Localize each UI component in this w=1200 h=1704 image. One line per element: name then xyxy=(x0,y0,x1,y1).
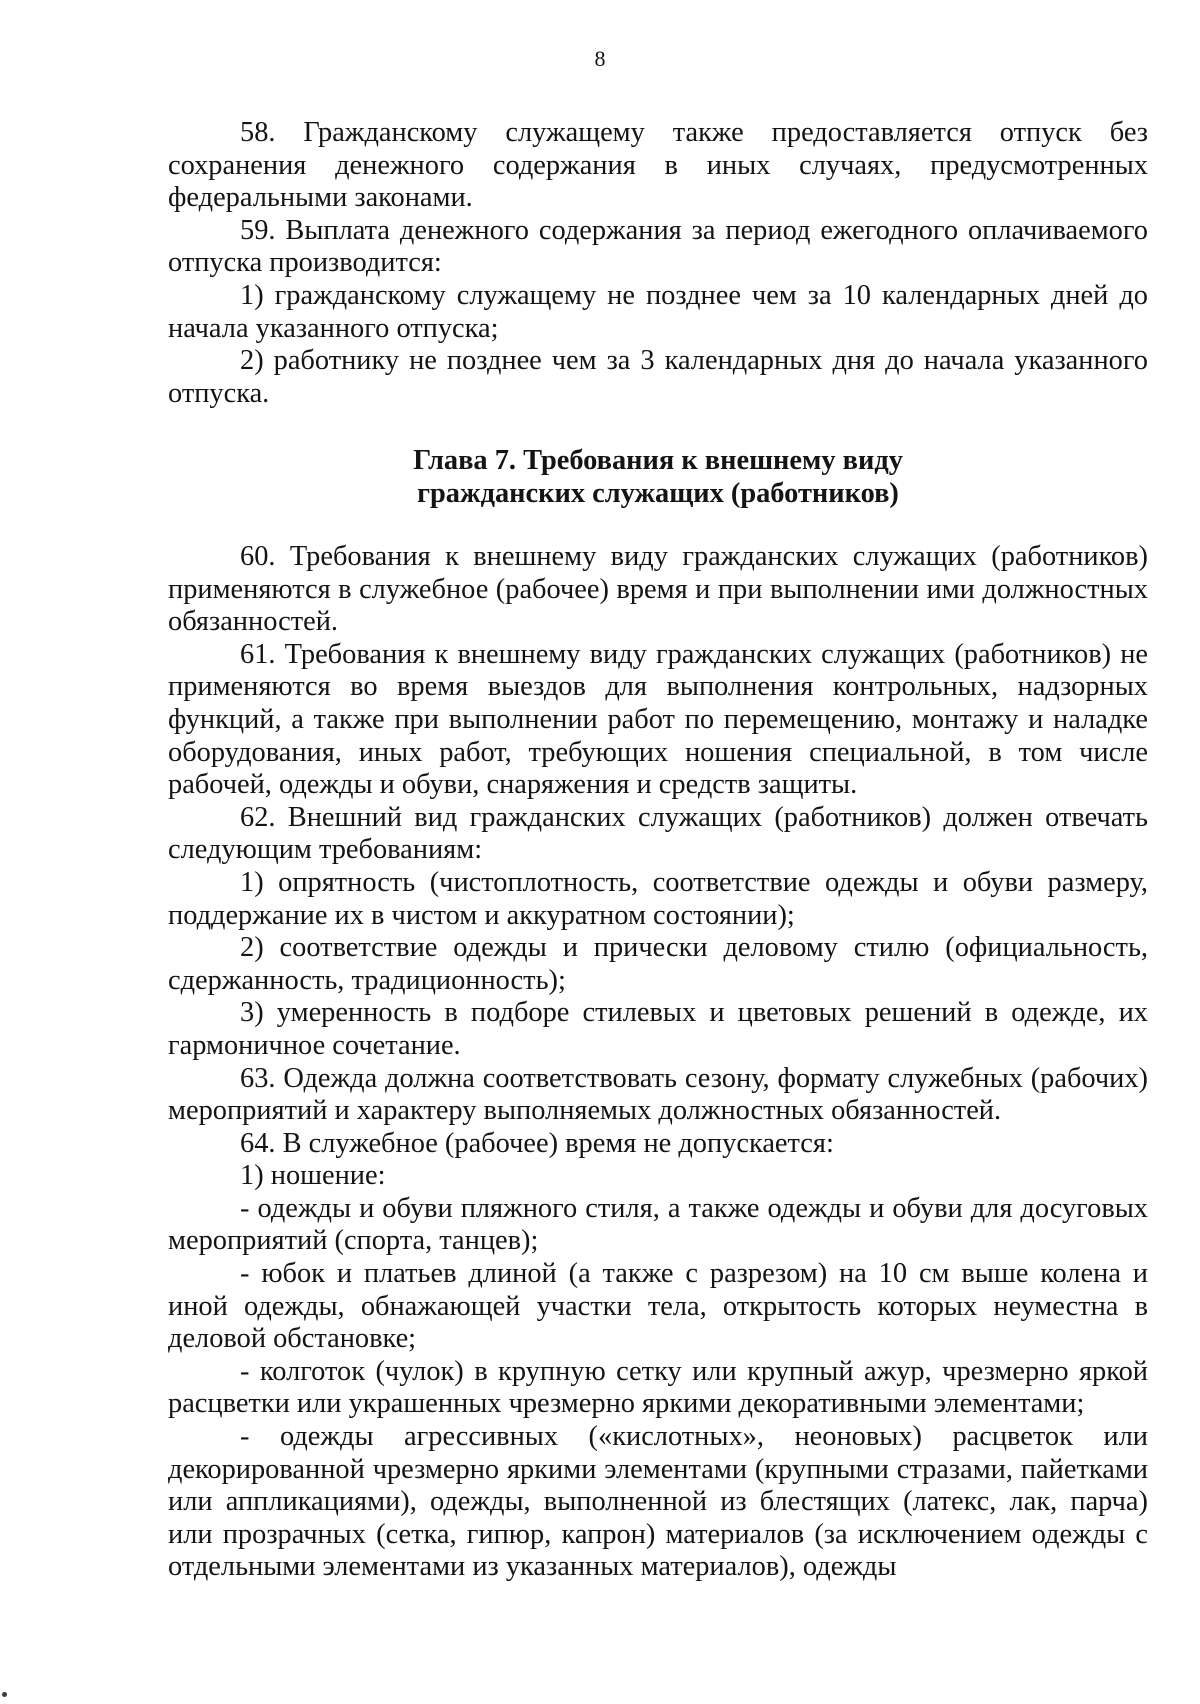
paragraph-62-item-1: 1) опрятность (чистоплотность, соответствие одежды и обуви размеру, поддержание их в чистом и аккуратном состоянии); xyxy=(168,866,1148,931)
paragraph-64: 64. В служебное (рабочее) время не допускается: xyxy=(240,1127,834,1159)
paragraph-64-item-1: 1) ношение: xyxy=(240,1160,386,1192)
list-item-beach-wear: - одежды и обуви пляжного стиля, а также одежды и обуви для досуговых мероприятий (спорта, танцев); xyxy=(168,1192,1148,1257)
paragraph-61: 61. Требования к внешнему виду гражданских служащих (работников) не применяются во время выездов для выполнения контрольных, надзорных функций, а также при выполнении работ по перемещению, монтажу и наладке оборудования, иных работ, требующих ношения специальной, в том числе рабочей, одежды и обуви, снаряжения и средств защиты. xyxy=(168,638,1148,801)
chapter-title-line-1: Глава 7. Требования к внешнему виду xyxy=(413,445,903,476)
paragraph-58: 58. Гражданскому служащему также предоставляется отпуск без сохранения денежного содержания в иных случаях, предусмотренных федеральными законами. xyxy=(168,117,1148,214)
paragraph-59-item-1: 1) гражданскому служащему не позднее чем за 10 календарных дней до начала указанного отпуска; xyxy=(168,279,1148,344)
section-top xyxy=(168,117,1148,410)
page-number: 8 xyxy=(594,46,606,71)
chapter-title-line-2: гражданских служащих (работников) xyxy=(417,478,899,509)
paragraph-59-item-2: 2) работнику не позднее чем за 3 календарных дня до начала указанного отпуска. xyxy=(168,345,1148,409)
list-item-aggressive-colors: - одежды агрессивных («кислотных», неоновых) расцветок или декорированной чрезмерно яркими элементами (крупными стразами, пайетками или аппликациями), одежды, выполненной из блестящих (латекс, лак, парча) или прозрачных (сетка, гипюр, капрон) материалов (за исключением одежды с отдельными элементами из указанных материалов), одежды xyxy=(168,1421,1148,1583)
list-item-tights: - колготок (чулок) в крупную сетку или крупный ажур, чрезмерно яркой расцветки или украшенных чрезмерно яркими декоративными элементами; xyxy=(168,1355,1148,1420)
paragraph-59: 59. Выплата денежного содержания за период ежегодного оплачиваемого отпуска производится: xyxy=(168,214,1148,279)
section-main xyxy=(168,541,1148,1584)
paragraph-62-item-2: 2) соответствие одежды и прически деловому стилю (официальность, сдержанность, традиционность); xyxy=(168,932,1148,996)
paragraph-60: 60. Требования к внешнему виду гражданских служащих (работников) применяются в служебное (рабочее) время и при выполнении ими должностных обязанностей. xyxy=(168,541,1148,638)
list-item-skirts: - юбок и платьев длиной (а также с разрезом) на 10 см выше колена и иной одежды, обнажающей участки тела, открытость которых неуместна в деловой обстановке; xyxy=(168,1258,1148,1355)
scan-mark xyxy=(2,1692,7,1697)
paragraph-62-item-3: 3) умеренность в подборе стилевых и цветовых решений в одежде, их гармоничное сочетание. xyxy=(168,997,1148,1061)
chapter-heading xyxy=(168,444,1148,510)
paragraph-62: 62. Внешний вид гражданских служащих (работников) должен отвечать следующим требованиям: xyxy=(168,801,1148,866)
paragraph-63: 63. Одежда должна соответствовать сезону, формату служебных (рабочих) мероприятий и характеру выполняемых должностных обязанностей. xyxy=(168,1062,1148,1127)
